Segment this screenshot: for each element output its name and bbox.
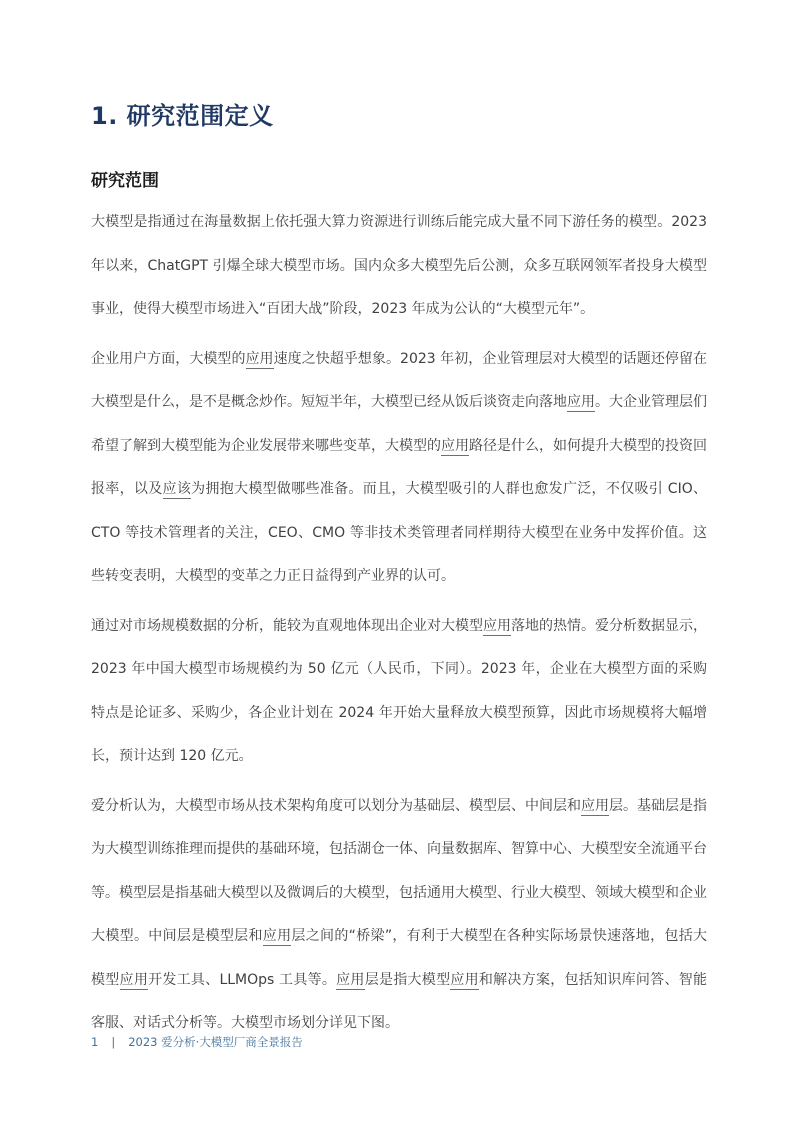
- paragraph-market-definition: 大模型是指通过在海量数据上依托强大算力资源进行训练后能完成大量不同下游任务的模型。2023 年以来，ChatGPT 引爆全球大模型市场。国内众多大模型先后公测，众多互联网领军者投身大模型事业，使得大模型市场进入“百团大战”阶段，2023 年成为公认的“大模型元年”。: [91, 214, 707, 318]
- paragraph-market-size: 通过对市场规模数据的分析，能较为直观地体现出企业对大模型应用落地的热情。爱分析数据显示，2023 年中国大模型市场规模约为 50 亿元（人民币，下同）。2023 年，企业在大模型方面的采购特点是论证多、采购少，各企业计划在 2024 年开始大量释放大模型预算，因此市场规模将大幅增长，预计达到 120 亿元。: [91, 617, 707, 765]
- proofing-underline: 应用: [245, 350, 274, 367]
- proofing-underline: 应用: [441, 437, 469, 454]
- page-number: 1: [91, 1035, 99, 1049]
- proofing-underline: 应该: [162, 481, 192, 498]
- proofing-underline: 应用: [119, 971, 149, 988]
- proofing-underline: 应用: [336, 971, 365, 988]
- footer-report-title: 2023 爱分析·大模型厂商全景报告: [128, 1035, 303, 1049]
- section-heading: 1. 研究范围定义: [91, 102, 274, 130]
- paragraph-market-layers: 爱分析认为，大模型市场从技术架构角度可以划分为基础层、模型层、中间层和应用层。基础层是指为大模型训练推理而提供的基础环境，包括湖仓一体、向量数据库、智算中心、大模型安全流通平台等。模型层是指基础大模型以及微调后的大模型，包括通用大模型、行业大模型、领域大模型和企业大模型。中间层是模型层和应用层之间的“桥梁”，有利于大模型在各种实际场景快速落地，包括大模型应用开发工具、LLMOps 工具等。应用层是指大模型应用和解决方案，包括知识库问答、智能客服、对话式分析等。大模型市场划分详见下图。: [91, 797, 708, 1032]
- proofing-underline: 应用: [581, 797, 609, 814]
- proofing-underline: 应用: [567, 394, 595, 411]
- subsection-heading: 研究范围: [91, 171, 159, 191]
- footer-separator: |: [111, 1035, 116, 1049]
- proofing-underline: 应用: [450, 971, 479, 988]
- page-footer: [91, 1034, 303, 1050]
- proofing-underline: 应用: [262, 928, 292, 945]
- proofing-underline: 应用: [483, 617, 511, 634]
- paragraph-enterprise-users: 企业用户方面，大模型的应用速度之快超乎想象。2023 年初，企业管理层对大模型的话题还停留在大模型是什么，是不是概念炒作。短短半年，大模型已经从饭后谈资走向落地应用。大企业管理层们希望了解到大模型能为企业发展带来哪些变革，大模型的应用路径是什么，如何提升大模型的投资回报率，以及应该为拥抱大模型做哪些准备。而且，大模型吸引的人群也愈发广泛，不仅吸引 CIO、CTO 等技术管理者的关注，CEO、CMO 等非技术类管理者同样期待大模型在业务中发挥价值。这些转变表明，大模型的变革之力正日益得到产业界的认可。: [91, 350, 708, 585]
